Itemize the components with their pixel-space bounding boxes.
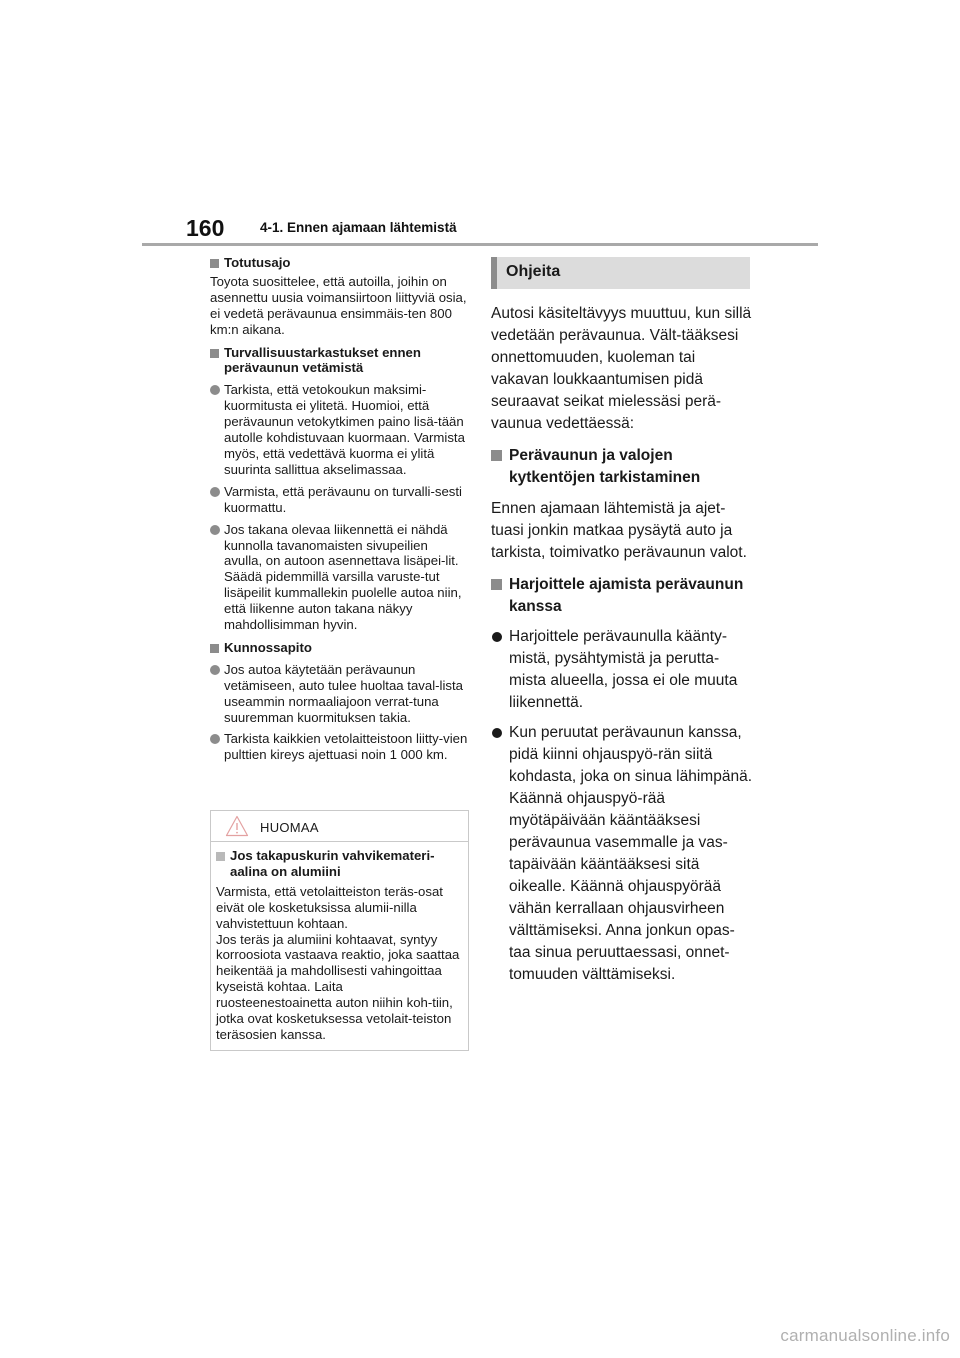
list-item-text: Harjoittele perävaunulla käänty-mistä, pysähtymistä ja perutta-mista alueella, jossa ei ole muuta liikennettä. [509,628,738,711]
dot-bullet-icon [210,734,220,744]
list-item-text: Tarkista kaikkien vetolaitteistoon liitty-vien pulttien kireys ajettuasi noin 1 000 km. [224,731,468,763]
footer-watermark: carmanualsonline.info [780,1326,950,1345]
notice-text: Varmista, että vetolaitteiston teräs-osat eivät ole kosketuksissa alumii-nilla vahvistettuun kohtaan. [216,883,443,931]
tips-heading-lights [491,445,753,489]
dot-bullet-icon [210,665,220,675]
list-item [491,626,753,714]
list-item [210,382,468,477]
left-column [210,255,468,763]
square-bullet-icon [216,852,225,861]
square-bullet-icon [210,349,219,358]
section-text: Toyota suosittelee, että autoilla, joihin on asennettu uusia voimansiirtoon liittyviä osia, ei vedetä perävaunua ensimmäis-ten 800 km:n aikana. [210,273,467,337]
list-item-text: Jos takana olevaa liikennettä ei nähdä kunnolla tavanomaisten sivupeilien avulla, on autoon asennettava lisäpei-lit. Säädä pidemmillä varsilla varuste-tut lisäpeilit kummallekin puolelle autoa niin, että liikenne auton takana näkyy mahdollisimman hyvin. [224,521,462,633]
notice-heading-text: Jos takapuskurin vahvikemateri-aalina on alumiini [230,848,435,879]
tips-intro: Autosi käsiteltävyys muuttuu, kun sillä vedetään perävaunua. Vält-tääksesi onnettomuuden, kuoleman tai vakavan loukkaantumisen pidä seuraavat seikat mielessäsi perä-vaunua vedettäessä: [491,305,752,432]
notice-box [210,810,469,1051]
square-bullet-icon [491,450,502,461]
list-item-text: Kun peruutat perävaunun kanssa, pidä kiinni ohjauspyö-rän siitä kohdasta, joka on sinua lähimpänä. Käännä ohjauspyö-rää myötäpäivään kääntääksesi perävaunua vasemmalle ja vas-tapäivään kääntääksesi sitä oikealle. Käännä ohjauspyörää vähän kerrallaan ohjausvirheen välttämiseksi. Anna jonkun opas-taa sinua peruuttaessasi, onnet-tomuuden välttämiseksi. [509,724,752,983]
section-heading-break-in [210,255,468,271]
tips-heading-text: Harjoittele ajamista perävaunun kanssa [509,576,744,615]
notice-text: Jos teräs ja alumiini kohtaavat, syntyy korroosiota vastaava reaktio, joka saattaa heikentää ja mahdollisesti vahingoittaa kyseistä kohtaa. Laita ruosteenestoainetta auton niihin koh-tiin, jotka ovat kosketuksessa vetolait-teiston teräsosien kanssa. [216,931,460,1042]
list-item-text: Tarkista, että vetokoukun maksimi-kuormitusta ei ylitetä. Huomioi, että perävaunun vetokytkimen paino lisä-tään autolle kohdistuvaan kuormaan. Varmista myös, että vedettävä kuorma ei ylitä suurinta sallittua akselimassaa. [224,382,465,477]
square-bullet-icon [210,259,219,268]
notice-title: HUOMAA [260,820,319,835]
list-item [210,484,468,516]
dot-bullet-icon [210,525,220,535]
section-heading-maintenance [210,640,468,656]
section-heading-text: Kunnossapito [224,639,312,655]
list-item [210,522,468,633]
square-bullet-icon [210,644,219,653]
tips-heading-practice [491,574,753,618]
list-item-text: Jos autoa käytetään perävaunun vetämiseen, auto tulee huoltaa taval-lista useammin normaaliajoon verrat-tuna suuremman kuormituksen takia. [224,661,463,725]
chapter-title: 4-1. Ennen ajamaan lähtemistä [260,220,457,235]
section-heading-text: Turvallisuustarkastukset ennen perävaunun vetämistä [224,344,421,376]
tips-title: Ohjeita [506,263,561,280]
list-item [210,731,468,763]
notice-heading [216,848,462,880]
dot-bullet-icon [210,385,220,395]
list-item [210,662,468,726]
square-bullet-icon [491,579,502,590]
list-item-text: Varmista, että perävaunu on turvalli-sesti kuormattu. [224,483,462,515]
tips-heading-text: Perävaunun ja valojen kytkentöjen tarkistaminen [509,447,701,486]
list-item [491,722,753,986]
tips-paragraph: Ennen ajamaan lähtemistä ja ajet-tuasi jonkin matkaa pysäytä auto ja tarkista, toimivatko perävaunun valot. [491,500,747,561]
dot-bullet-icon [492,632,502,642]
dot-bullet-icon [492,728,502,738]
tips-header [491,257,750,289]
notice-body [211,842,468,1043]
section-heading-safety-checks [210,345,468,377]
section-heading-text: Totutusajo [224,255,291,270]
right-column [491,257,753,986]
notice-header [211,811,468,842]
page-number: 160 [186,215,225,241]
header-divider [142,243,818,246]
dot-bullet-icon [210,487,220,497]
warning-triangle-icon [225,815,249,837]
